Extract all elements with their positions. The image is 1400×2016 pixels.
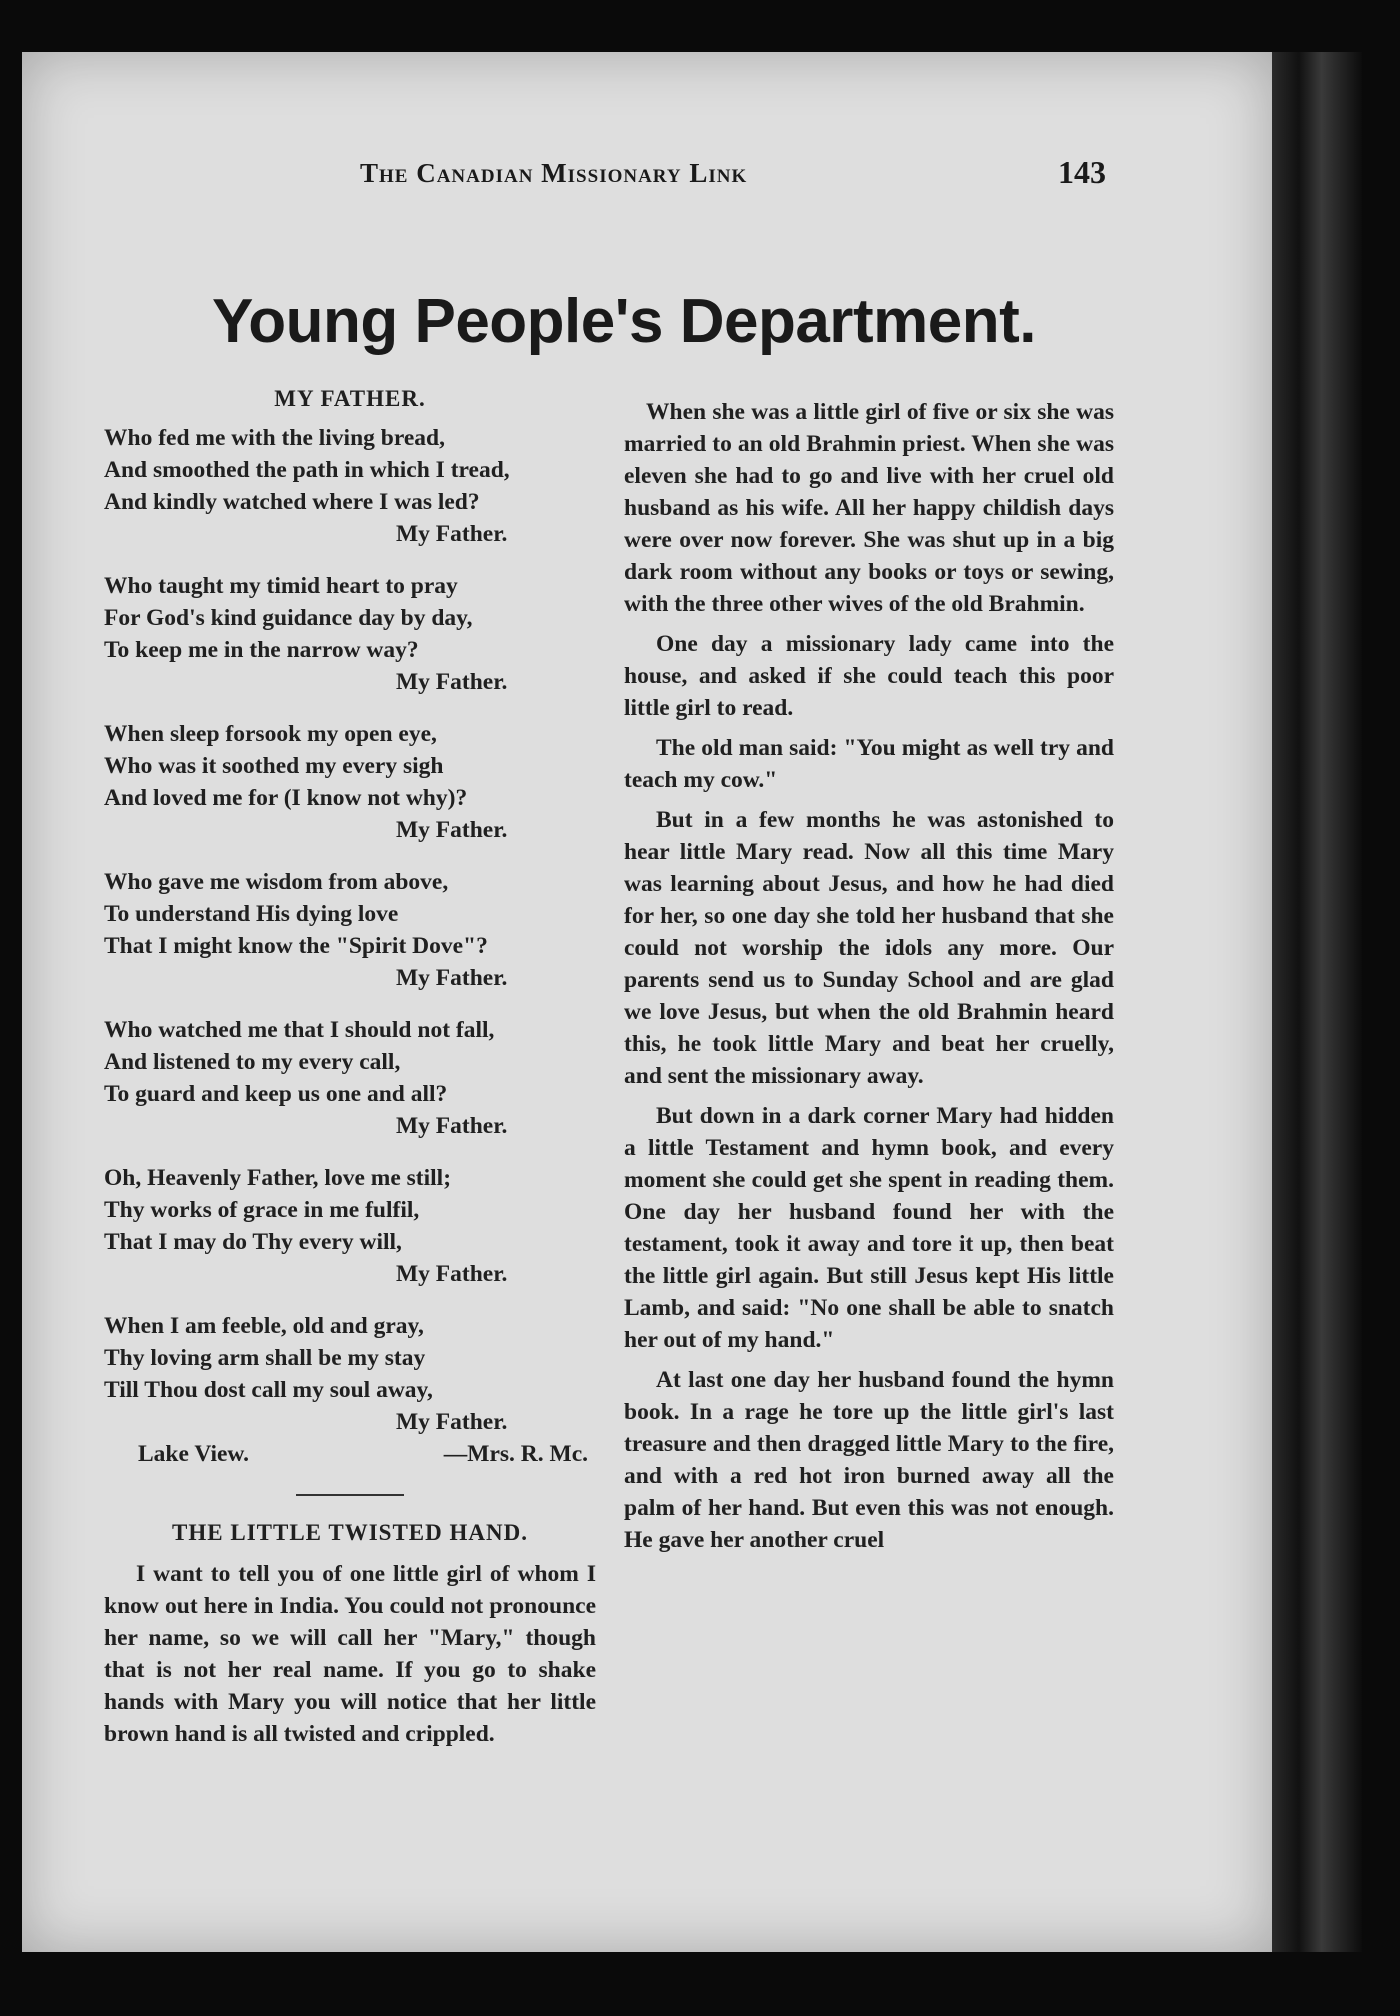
poem-line: And listened to my every call, — [104, 1049, 401, 1075]
poem-line: Who watched me that I should not fall, — [104, 1017, 495, 1043]
poem-stanza — [104, 422, 596, 550]
poem-refrain: My Father. — [396, 1113, 508, 1139]
poem-author: —Mrs. R. Mc. — [443, 1441, 588, 1467]
poem-refrain: My Father. — [396, 817, 508, 843]
poem-place: Lake View. — [138, 1441, 249, 1467]
poem-line: And kindly watched where I was led? — [104, 489, 480, 515]
story-right-body — [624, 396, 1114, 1556]
poem-line: Who was it soothed my every sigh — [104, 753, 444, 779]
poem-line: To guard and keep us one and all? — [104, 1081, 448, 1107]
poem-line: That I might know the "Spirit Dove"? — [104, 933, 488, 959]
story-paragraph: At last one day her husband found the hymn book. In a rage he tore up the little girl's last treasure and then dragged little Mary to the fire, and with a red hot iron burned away all the palm of her hand. But even this was not enough. He gave her another cruel — [624, 1367, 1114, 1553]
poem-line: Thy works of grace in me fulfil, — [104, 1197, 420, 1223]
right-column — [624, 396, 1114, 1564]
poem-line: For God's kind guidance day by day, — [104, 605, 473, 631]
poem-line: That I may do Thy every will, — [104, 1229, 402, 1255]
poem-stanza — [104, 718, 596, 846]
story-paragraph: When she was a little girl of five or six she was married to an old Brahmin priest. When she was eleven she had to go and live with her cruel old husband as his wife. All her happy childish days were over now forever. She was shut up in a big dark room without any books or toys or sewing, with the three other wives of the old Brahmin. — [624, 399, 1114, 617]
left-column — [104, 386, 596, 1758]
poem-stanza — [104, 1310, 596, 1438]
story-paragraph: One day a missionary lady came into the house, and asked if she could teach this poor little girl to read. — [624, 631, 1114, 721]
story-paragraph: The old man said: "You might as well try and teach my cow." — [624, 735, 1114, 793]
story-left-body — [104, 1558, 596, 1750]
running-head: The Canadian Missionary Link — [360, 158, 748, 188]
section-divider — [296, 1494, 404, 1496]
poem-line: Who gave me wisdom from above, — [104, 869, 449, 895]
poem-title: MY FATHER. — [274, 386, 426, 411]
poem-stanza — [104, 866, 596, 994]
poem-line: Who fed me with the living bread, — [104, 425, 445, 451]
poem-refrain: My Father. — [396, 669, 508, 695]
story-paragraph: But in a few months he was astonished to hear little Mary read. Now all this time Mary was learning about Jesus, and how he had died for her, so one day she told her husband that she could not worship the idols any more. Our parents send us to Sunday School and are glad we love Jesus, but when the old Brahmin heard this, he took little Mary and beat her cruelly, and sent the missionary away. — [624, 807, 1114, 1089]
poem-refrain: My Father. — [396, 965, 508, 991]
department-title: Young People's Department. — [212, 287, 1036, 356]
poem-line: To understand His dying love — [104, 901, 399, 927]
poem-refrain: My Father. — [396, 1409, 508, 1435]
story-paragraph: I want to tell you of one little girl of whom I know out here in India. You could not pronounce her name, so we will call her "Mary," though that is not her real name. If you go to shake hands with Mary you will notice that her little brown hand is all twisted and crippled. — [104, 1561, 596, 1747]
poem-line: Thy loving arm shall be my stay — [104, 1345, 426, 1371]
poem-line: And loved me for (I know not why)? — [104, 785, 468, 811]
poem-stanza — [104, 570, 596, 698]
page-number: 143 — [1058, 154, 1106, 190]
poem-signature — [104, 1438, 596, 1470]
poem-refrain: My Father. — [396, 1261, 508, 1287]
poem-line: Oh, Heavenly Father, love me still; — [104, 1165, 452, 1191]
book-binding-edge — [1272, 52, 1362, 1952]
story-title: THE LITTLE TWISTED HAND. — [172, 1520, 528, 1545]
poem-line: When I am feeble, old and gray, — [104, 1313, 424, 1339]
poem-line: Who taught my timid heart to pray — [104, 573, 458, 599]
poem-line: And smoothed the path in which I tread, — [104, 457, 510, 483]
poem-line: Till Thou dost call my soul away, — [104, 1377, 433, 1403]
poem-line: To keep me in the narrow way? — [104, 637, 419, 663]
poem-refrain: My Father. — [396, 521, 508, 547]
poem-line: When sleep forsook my open eye, — [104, 721, 437, 747]
poem-stanza — [104, 1162, 596, 1290]
poem-body — [104, 422, 596, 1438]
story-paragraph: But down in a dark corner Mary had hidden a little Testament and hymn book, and every moment she could get she spent in reading them. One day her husband found her with the testament, took it away and tore it up, then beat the little girl again. But still Jesus kept His little Lamb, and said: "No one shall be able to snatch her out of my hand." — [624, 1103, 1114, 1353]
poem-stanza — [104, 1014, 596, 1142]
